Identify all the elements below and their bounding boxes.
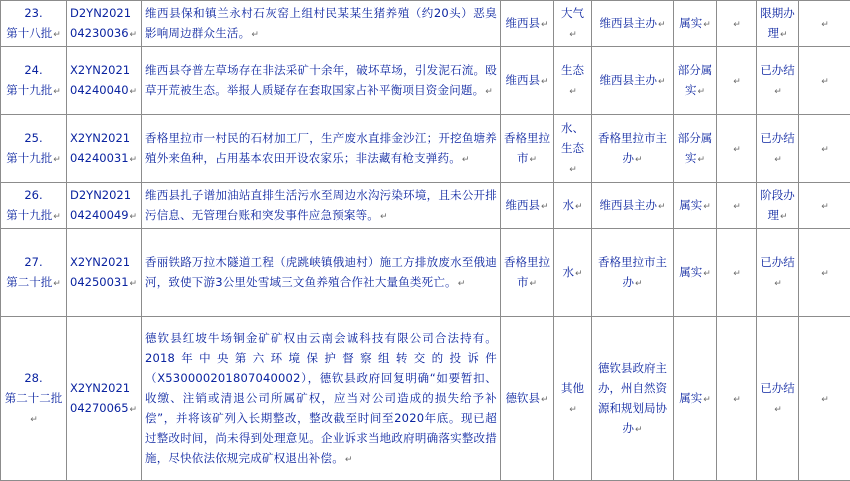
paragraph-mark-icon: ↵ xyxy=(658,20,666,30)
county-cell xyxy=(501,317,554,481)
county: 维西县 xyxy=(505,198,540,212)
paragraph-mark-icon: ↵ xyxy=(821,269,829,279)
row-number-cell xyxy=(1,183,67,229)
paragraph-mark-icon: ↵ xyxy=(130,155,138,165)
row-number-cell xyxy=(1,229,67,317)
row-seq: 24. xyxy=(4,60,63,80)
case-code-part1: X2YN2021 xyxy=(70,252,138,272)
paragraph-mark-icon: ↵ xyxy=(658,202,666,212)
paragraph-mark-icon: ↵ xyxy=(53,30,61,40)
paragraph-mark-icon: ↵ xyxy=(485,87,493,97)
paragraph-mark-icon: ↵ xyxy=(821,77,829,87)
pollution-type: 生态 xyxy=(561,63,584,77)
responsible-unit-cell xyxy=(592,317,674,481)
responsible-unit-cell xyxy=(592,183,674,229)
case-code-part2: 04270065↵ xyxy=(70,398,138,420)
result-cell xyxy=(757,47,799,115)
row-batch: 第十八批↵ xyxy=(4,23,63,45)
paragraph-mark-icon: ↵ xyxy=(635,155,643,165)
row-number-cell xyxy=(1,317,67,481)
responsible-unit: 香格里拉市主办 xyxy=(598,255,667,289)
paragraph-mark-icon: ↵ xyxy=(541,395,549,405)
paragraph-mark-icon: ↵ xyxy=(733,77,741,87)
result-cell xyxy=(757,229,799,317)
paragraph-mark-icon: ↵ xyxy=(774,279,782,289)
county-cell xyxy=(501,183,554,229)
table-row xyxy=(1,47,850,115)
table-row xyxy=(1,115,850,183)
case-code-cell xyxy=(67,229,142,317)
row-number-cell xyxy=(1,1,67,47)
case-code-part1: D2YN2021 xyxy=(70,185,138,205)
paragraph-mark-icon: ↵ xyxy=(780,30,788,40)
row-number-cell xyxy=(1,115,67,183)
paragraph-mark-icon: ↵ xyxy=(458,279,466,289)
paragraph-mark-icon: ↵ xyxy=(130,279,138,289)
pollution-type-cell xyxy=(554,183,592,229)
complaint-content: 维西县夺普左草场存在非法采矿十余年，破坏草场，引发泥石流。殴草开荒被生态。举报人质疑存在套取国家占补平衡项目资金问题。 xyxy=(145,63,497,97)
table-body xyxy=(1,1,850,481)
paragraph-mark-icon: ↵ xyxy=(821,202,829,212)
table-row xyxy=(1,183,850,229)
pollution-type: 大气 xyxy=(561,6,584,20)
county: 香格里拉市 xyxy=(504,131,550,165)
paragraph-mark-icon: ↵ xyxy=(569,87,577,97)
paragraph-mark-icon: ↵ xyxy=(780,212,788,222)
responsible-unit: 香格里拉市主办 xyxy=(598,131,667,165)
complaint-content: 维西县扎子谱加油站直排生活污水至周边水沟污染环境，且未公开排污信息、无管理台账和突发事件应急预案等。 xyxy=(145,188,497,222)
responsible-unit: 德钦县政府主办，州自然资源和规划局协办 xyxy=(598,361,667,435)
paragraph-mark-icon: ↵ xyxy=(462,155,470,165)
complaint-content-cell xyxy=(142,1,501,47)
paragraph-mark-icon: ↵ xyxy=(703,202,711,212)
row-batch: 第十九批↵ xyxy=(4,148,63,170)
handling-result: 限期办理 xyxy=(760,6,795,40)
paragraph-mark-icon: ↵ xyxy=(658,77,666,87)
case-code-part2: 04230036↵ xyxy=(70,23,138,45)
paragraph-mark-icon: ↵ xyxy=(821,395,829,405)
verdict: 属实 xyxy=(679,391,702,405)
paragraph-mark-icon: ↵ xyxy=(733,20,741,30)
handling-result: 已办结 xyxy=(760,381,795,395)
county: 香格里拉市 xyxy=(504,255,550,289)
table-row xyxy=(1,229,850,317)
pollution-type-cell xyxy=(554,47,592,115)
paragraph-mark-icon: ↵ xyxy=(130,30,138,40)
pollution-type-cell xyxy=(554,317,592,481)
table-row xyxy=(1,317,850,481)
pollution-type: 水 xyxy=(562,265,574,279)
remarks-cell xyxy=(799,229,850,317)
remarks-cell xyxy=(799,115,850,183)
complaint-content: 香格里拉市一村民的石材加工厂，生产废水直排金沙江；开挖鱼塘养殖外来鱼种，占用基本农田开设农家乐；非法藏有枪支弹药。 xyxy=(145,131,497,165)
case-code-part1: D2YN2021 xyxy=(70,3,138,23)
paragraph-mark-icon: ↵ xyxy=(774,87,782,97)
verdict-cell xyxy=(674,115,717,183)
blank-cell xyxy=(717,1,757,47)
remarks-cell xyxy=(799,317,850,481)
paragraph-mark-icon: ↵ xyxy=(733,145,741,155)
paragraph-mark-icon: ↵ xyxy=(821,145,829,155)
paragraph-mark-icon: ↵ xyxy=(130,212,138,222)
row-seq: 26. xyxy=(4,185,63,205)
paragraph-mark-icon: ↵ xyxy=(53,279,61,289)
remarks-cell xyxy=(799,1,850,47)
paragraph-mark-icon: ↵ xyxy=(53,212,61,222)
county-cell xyxy=(501,229,554,317)
complaint-content-cell xyxy=(142,115,501,183)
county: 维西县 xyxy=(505,73,540,87)
responsible-unit-cell xyxy=(592,115,674,183)
paragraph-mark-icon: ↵ xyxy=(53,87,61,97)
paragraph-mark-icon: ↵ xyxy=(575,202,583,212)
verdict-cell xyxy=(674,229,717,317)
handling-result: 已办结 xyxy=(760,255,795,269)
responsible-unit-cell xyxy=(592,229,674,317)
paragraph-mark-icon: ↵ xyxy=(541,202,549,212)
complaint-content: 香丽铁路万拉木隧道工程（虎跳峡镇俄迪村）施工方排放废水至俄迪河，致使下游3公里处雪域三文鱼养殖合作社大量鱼类死亡。 xyxy=(145,255,497,289)
verdict-cell xyxy=(674,317,717,481)
paragraph-mark-icon: ↵ xyxy=(733,269,741,279)
case-code-part2: 04240049↵ xyxy=(70,205,138,227)
county: 维西县 xyxy=(505,16,540,30)
paragraph-mark-icon: ↵ xyxy=(569,30,577,40)
case-code-part1: X2YN2021 xyxy=(70,378,138,398)
verdict: 部分属实 xyxy=(678,63,713,97)
paragraph-mark-icon: ↵ xyxy=(345,455,353,465)
paragraph-mark-icon: ↵ xyxy=(569,165,577,175)
complaint-content-cell xyxy=(142,229,501,317)
table-row xyxy=(1,1,850,47)
paragraph-mark-icon: ↵ xyxy=(541,77,549,87)
responsible-unit: 维西县主办 xyxy=(599,16,657,30)
case-code-part2: 04240031↵ xyxy=(70,148,138,170)
paragraph-mark-icon: ↵ xyxy=(251,30,259,40)
case-code-part1: X2YN2021 xyxy=(70,128,138,148)
row-number-cell xyxy=(1,47,67,115)
result-cell xyxy=(757,115,799,183)
verdict: 属实 xyxy=(679,198,702,212)
row-seq: 23. xyxy=(4,3,63,23)
verdict-cell xyxy=(674,183,717,229)
paragraph-mark-icon: ↵ xyxy=(635,425,643,435)
paragraph-mark-icon: ↵ xyxy=(774,405,782,415)
pollution-type-cell xyxy=(554,1,592,47)
pollution-type: 水 xyxy=(562,198,574,212)
verdict: 部分属实 xyxy=(678,131,713,165)
paragraph-mark-icon: ↵ xyxy=(380,212,388,222)
case-code-cell xyxy=(67,317,142,481)
case-code-part1: X2YN2021 xyxy=(70,60,138,80)
result-cell xyxy=(757,183,799,229)
case-code-part2: 04240040↵ xyxy=(70,80,138,102)
county-cell xyxy=(501,1,554,47)
row-batch: 第二十二批↵ xyxy=(4,388,63,430)
complaint-content: 德钦县红坡牛场铜金矿矿权由云南会诚科技有限公司合法持有。2018年中央第六环境保护督察组转交的投诉件（X530000201807040002），德钦县政府回复明确“如要暂扣、收缴、注销或清退公司所属矿权，应当对公司造成的损失给予补偿”，并将该矿列入长期整改，整改截至时间至2020年底。现已超过整改时间，尚未得到处理意见。企业诉求当地政府明确落实整改措施，尽快依法依规完成矿权退出补偿。 xyxy=(145,331,497,465)
paragraph-mark-icon: ↵ xyxy=(529,155,537,165)
pollution-type: 其他 xyxy=(561,381,584,395)
complaint-content-cell xyxy=(142,47,501,115)
remarks-cell xyxy=(799,47,850,115)
blank-cell xyxy=(717,115,757,183)
result-cell xyxy=(757,1,799,47)
verdict: 属实 xyxy=(679,16,702,30)
row-batch: 第十九批↵ xyxy=(4,80,63,102)
complaint-content: 维西县保和镇兰永村石灰窑上组村民某某生猪养殖（约20头）恶臭影响周边群众生活。 xyxy=(145,6,497,40)
county: 德钦县 xyxy=(505,391,540,405)
row-batch: 第二十批↵ xyxy=(4,272,63,294)
row-seq: 25. xyxy=(4,128,63,148)
blank-cell xyxy=(717,317,757,481)
paragraph-mark-icon: ↵ xyxy=(575,269,583,279)
row-seq: 27. xyxy=(4,252,63,272)
verdict-cell xyxy=(674,47,717,115)
handling-result: 已办结 xyxy=(760,131,795,145)
paragraph-mark-icon: ↵ xyxy=(697,87,705,97)
handling-result: 已办结 xyxy=(760,63,795,77)
remarks-cell xyxy=(799,183,850,229)
case-code-part2: 04250031↵ xyxy=(70,272,138,294)
row-seq: 28. xyxy=(4,368,63,388)
verdict: 属实 xyxy=(679,265,702,279)
result-cell xyxy=(757,317,799,481)
responsible-unit: 维西县主办 xyxy=(599,198,657,212)
case-code-cell xyxy=(67,183,142,229)
paragraph-mark-icon: ↵ xyxy=(130,405,138,415)
county-cell xyxy=(501,47,554,115)
responsible-unit-cell xyxy=(592,1,674,47)
blank-cell xyxy=(717,183,757,229)
paragraph-mark-icon: ↵ xyxy=(821,20,829,30)
pollution-type-cell xyxy=(554,115,592,183)
paragraph-mark-icon: ↵ xyxy=(529,279,537,289)
verdict-cell xyxy=(674,1,717,47)
paragraph-mark-icon: ↵ xyxy=(733,202,741,212)
case-code-cell xyxy=(67,47,142,115)
paragraph-mark-icon: ↵ xyxy=(569,405,577,415)
blank-cell xyxy=(717,229,757,317)
paragraph-mark-icon: ↵ xyxy=(635,279,643,289)
responsible-unit-cell xyxy=(592,47,674,115)
paragraph-mark-icon: ↵ xyxy=(733,395,741,405)
case-code-cell xyxy=(67,1,142,47)
complaint-content-cell xyxy=(142,183,501,229)
row-batch: 第十九批↵ xyxy=(4,205,63,227)
paragraph-mark-icon: ↵ xyxy=(697,155,705,165)
case-code-cell xyxy=(67,115,142,183)
paragraph-mark-icon: ↵ xyxy=(703,269,711,279)
complaint-content-cell xyxy=(142,317,501,481)
paragraph-mark-icon: ↵ xyxy=(774,155,782,165)
handling-result: 阶段办理 xyxy=(760,188,795,222)
paragraph-mark-icon: ↵ xyxy=(130,87,138,97)
paragraph-mark-icon: ↵ xyxy=(541,20,549,30)
paragraph-mark-icon: ↵ xyxy=(703,395,711,405)
pollution-type: 水、生态 xyxy=(561,121,584,155)
county-cell xyxy=(501,115,554,183)
paragraph-mark-icon: ↵ xyxy=(30,415,38,425)
pollution-type-cell xyxy=(554,229,592,317)
blank-cell xyxy=(717,47,757,115)
paragraph-mark-icon: ↵ xyxy=(703,20,711,30)
paragraph-mark-icon: ↵ xyxy=(53,155,61,165)
responsible-unit: 维西县主办 xyxy=(599,73,657,87)
